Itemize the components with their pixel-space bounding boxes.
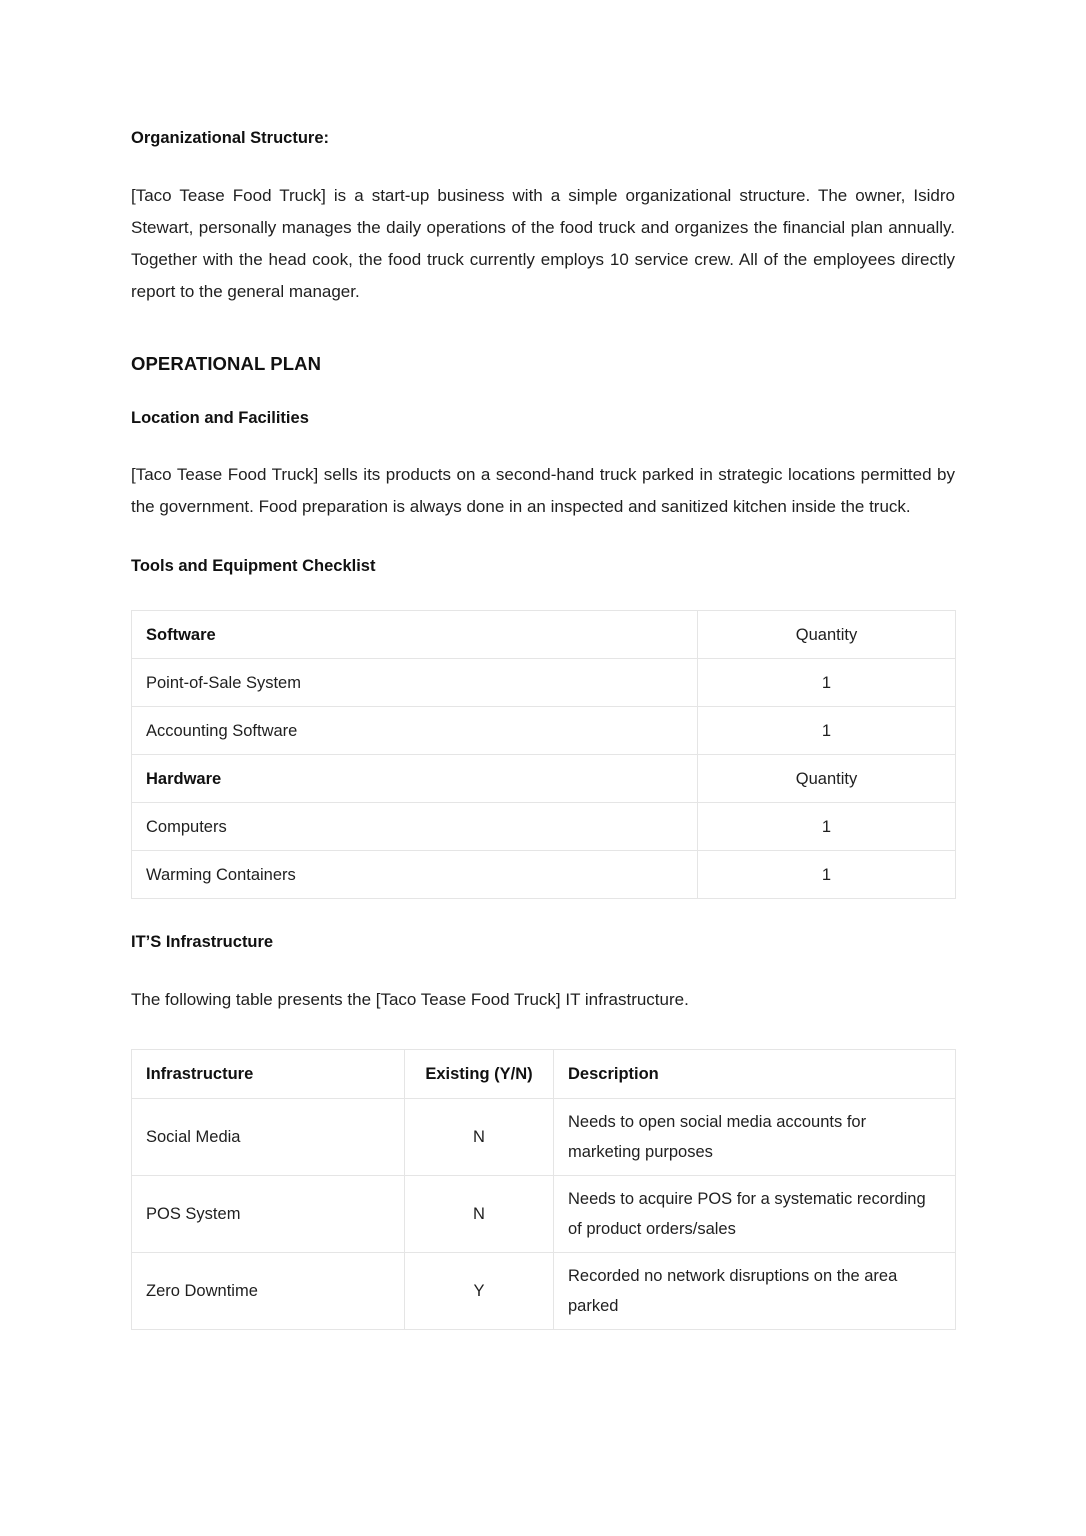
table-row xyxy=(132,1252,956,1329)
tools-and-equipment-table xyxy=(131,610,956,899)
document-content xyxy=(131,128,955,1330)
it-infrastructure-heading: IT’S Infrastructure xyxy=(131,933,274,951)
spacer xyxy=(131,899,955,932)
table-row xyxy=(132,851,956,899)
infra-cell-description: Recorded no network disruptions on the area parked xyxy=(554,1252,956,1329)
tools-row-label: Warming Containers xyxy=(132,851,698,899)
tools-and-equipment-heading: Tools and Equipment Checklist xyxy=(131,557,376,576)
it-infrastructure-paragraph: The following table presents the [Taco Tease Food Truck] IT infrastructure. xyxy=(131,989,689,1009)
infra-cell-infrastructure: POS System xyxy=(132,1175,405,1252)
location-and-facilities-paragraph: [Taco Tease Food Truck] sells its products on a second-hand truck parked in strategic locations permitted by the government. Food preparation is always done in an inspected and sanitized kitchen inside the truck. xyxy=(131,465,955,517)
tools-row-quantity: 1 xyxy=(698,707,956,755)
infra-cell-existing: Y xyxy=(405,1252,554,1329)
tools-row-label: Software xyxy=(132,611,698,659)
spacer xyxy=(131,428,955,459)
tools-row-label: Point-of-Sale System xyxy=(132,659,698,707)
location-and-facilities-heading: Location and Facilities xyxy=(131,408,309,427)
spacer xyxy=(131,375,955,408)
infra-cell-description: Needs to acquire POS for a systematic recording of product orders/sales xyxy=(554,1175,956,1252)
tools-row-quantity: 1 xyxy=(698,803,956,851)
tools-row-quantity: 1 xyxy=(698,659,956,707)
table-row xyxy=(132,1098,956,1175)
spacer xyxy=(131,577,955,610)
infra-cell-existing: N xyxy=(405,1175,554,1252)
table-row xyxy=(132,1175,956,1252)
infra-header-description: Description xyxy=(554,1049,956,1098)
it-infrastructure-table xyxy=(131,1049,956,1330)
infra-header-infrastructure: Infrastructure xyxy=(132,1049,405,1098)
table-row xyxy=(132,659,956,707)
table-row xyxy=(132,803,956,851)
spacer xyxy=(131,149,955,180)
table-row xyxy=(132,611,956,659)
tools-row-quantity: 1 xyxy=(698,851,956,899)
organizational-structure-paragraph: [Taco Tease Food Truck] is a start-up business with a simple organizational structure. The owner, Isidro Stewart, personally manages the daily operations of the food truck and organizes the financial plan annually. Together with the head cook, the food truck currently employs 10 service crew. All of the employees directly report to the general manager. xyxy=(131,185,955,301)
infra-cell-existing: N xyxy=(405,1098,554,1175)
organizational-structure-heading: Organizational Structure: xyxy=(131,129,330,147)
infra-cell-description: Needs to open social media accounts for marketing purposes xyxy=(554,1098,956,1175)
infra-cell-infrastructure: Zero Downtime xyxy=(132,1252,405,1329)
operational-plan-heading: OPERATIONAL PLAN xyxy=(131,352,322,374)
table-header-row xyxy=(132,1049,956,1098)
tools-row-label: Accounting Software xyxy=(132,707,698,755)
infra-header-existing: Existing (Y/N) xyxy=(405,1049,554,1098)
infra-table-body xyxy=(132,1049,956,1329)
table-row xyxy=(132,755,956,803)
infra-cell-infrastructure: Social Media xyxy=(132,1098,405,1175)
spacer xyxy=(131,523,955,556)
tools-row-label: Computers xyxy=(132,803,698,851)
spacer xyxy=(131,308,955,352)
table-row xyxy=(132,707,956,755)
tools-row-label: Hardware xyxy=(132,755,698,803)
spacer xyxy=(131,1016,955,1049)
tools-row-quantity: Quantity xyxy=(698,611,956,659)
tools-table-body xyxy=(132,611,956,899)
tools-row-quantity: Quantity xyxy=(698,755,956,803)
spacer xyxy=(131,953,955,984)
